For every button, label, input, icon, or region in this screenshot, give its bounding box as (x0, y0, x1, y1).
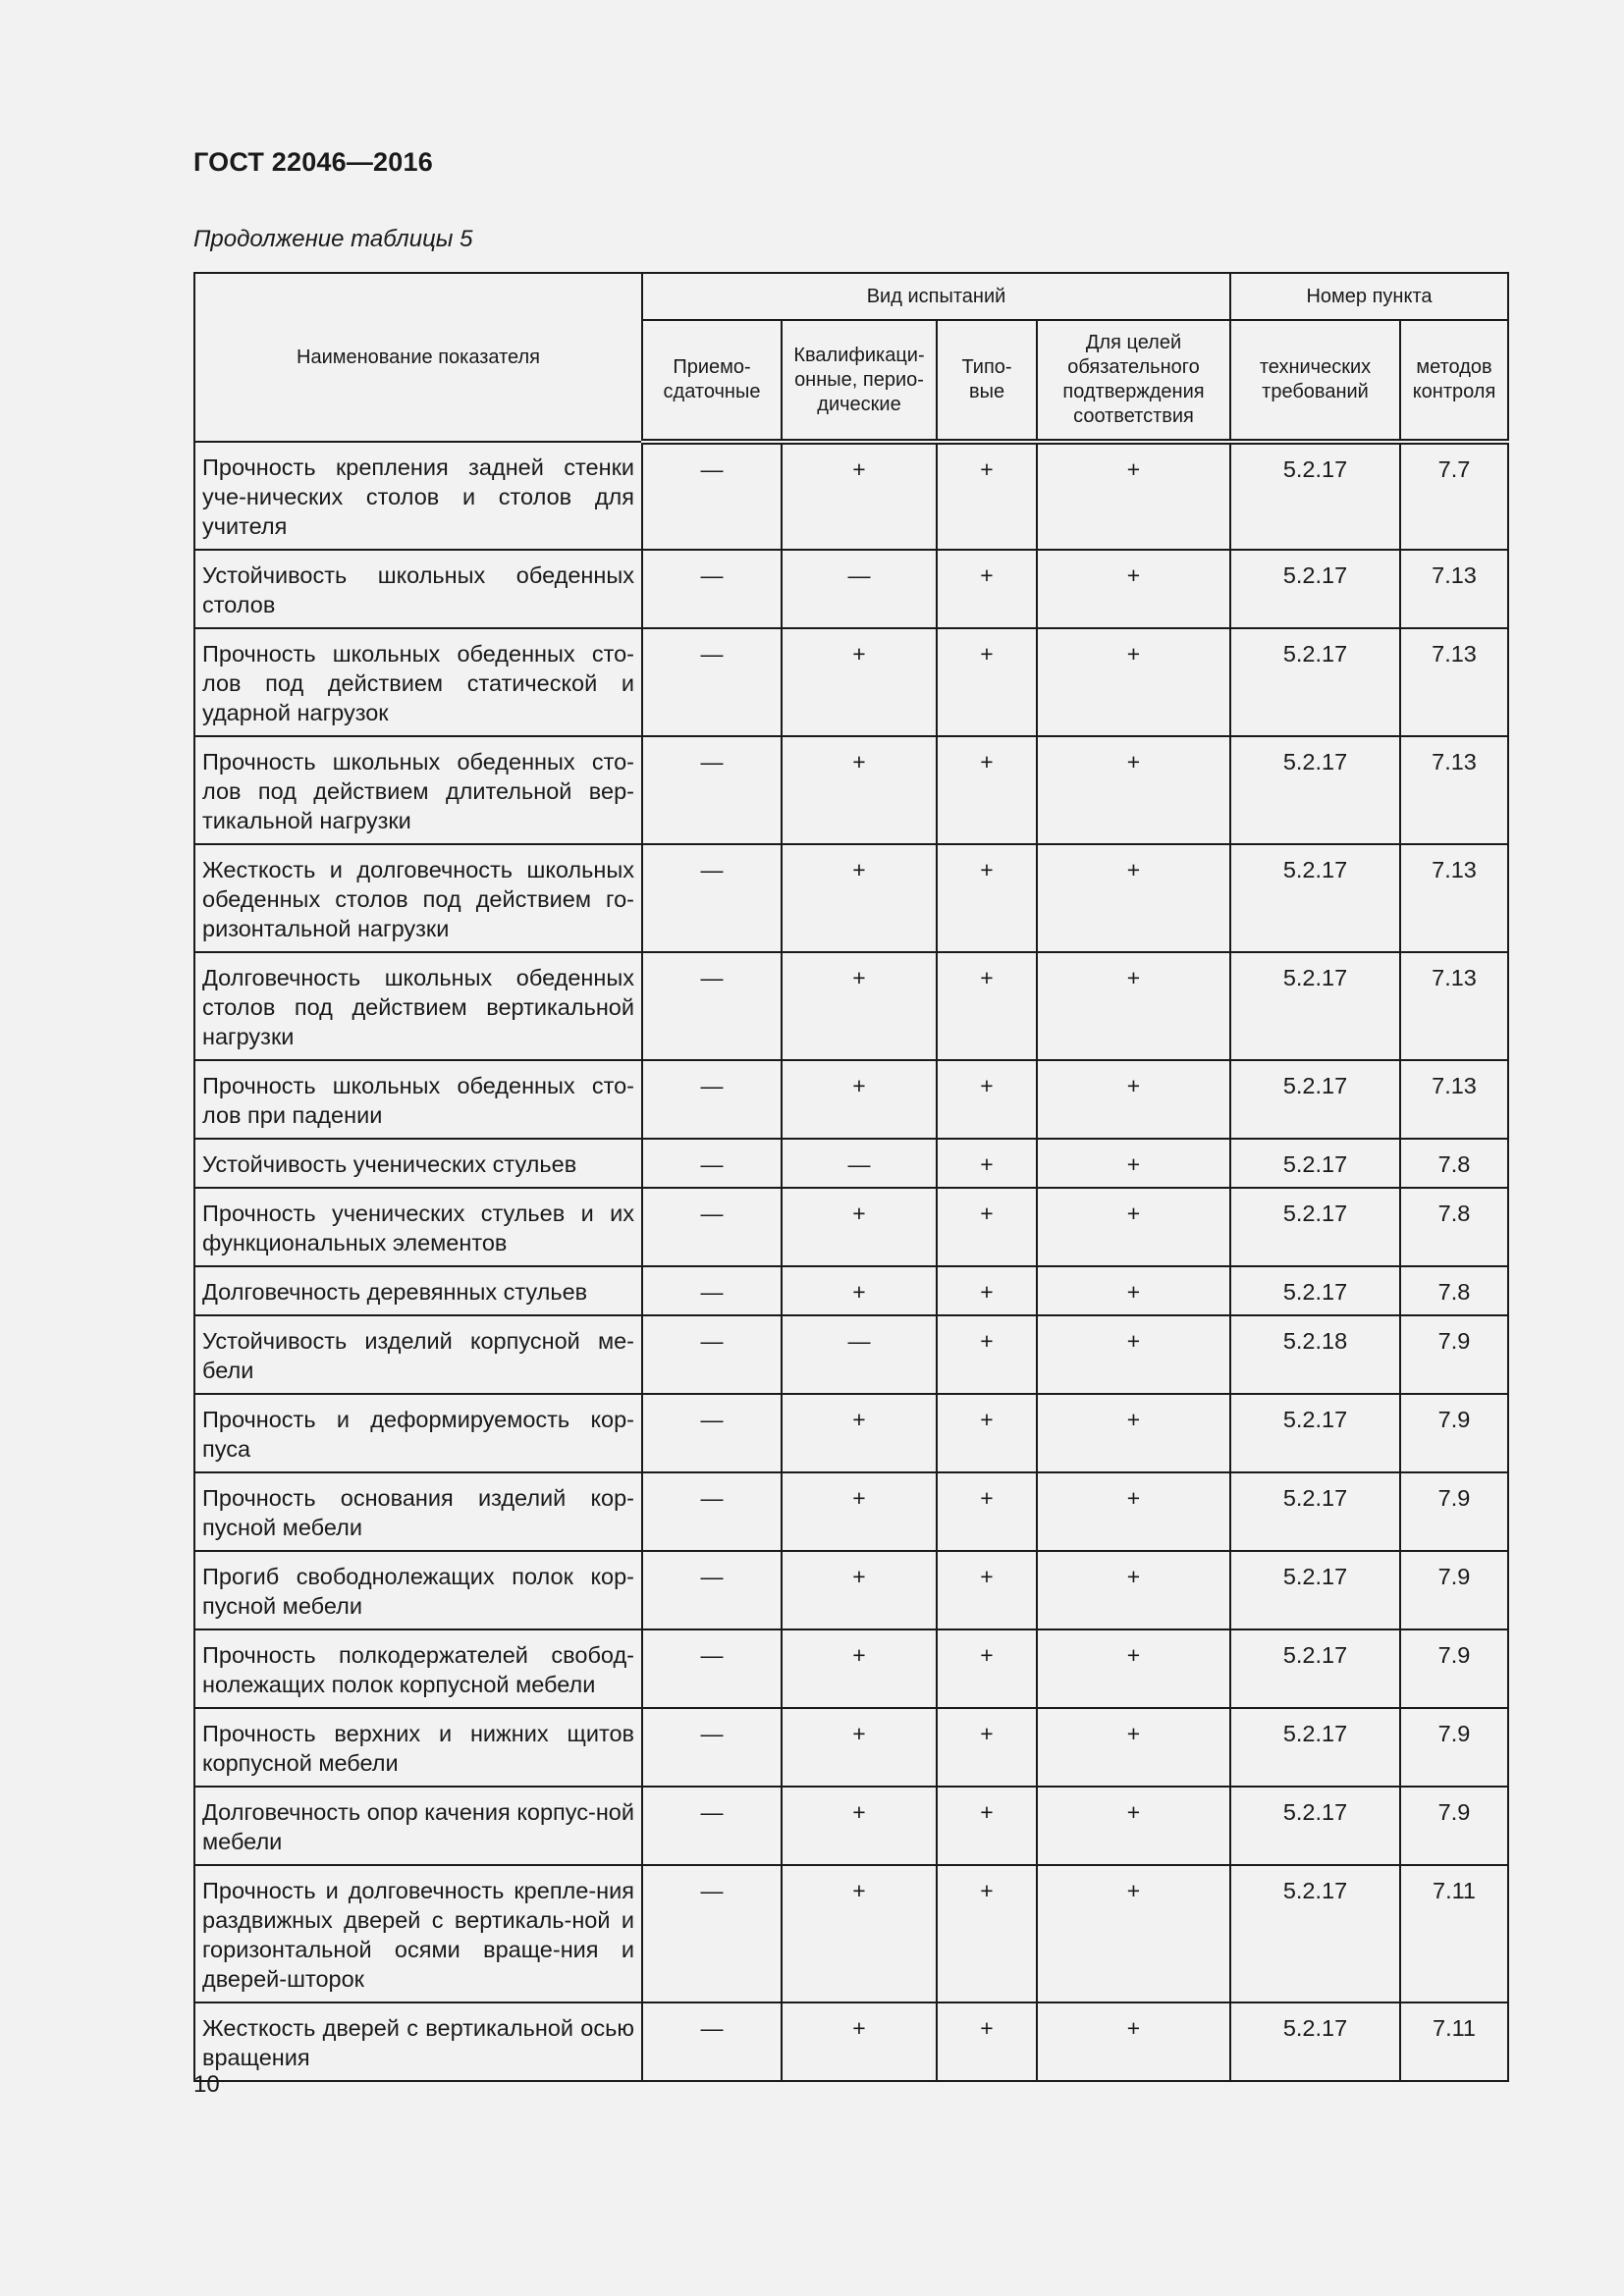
table-row (194, 1394, 1508, 1472)
acceptance-cell: — (642, 550, 782, 628)
qualification-cell: + (782, 952, 937, 1060)
table-row (194, 1629, 1508, 1708)
conformity-cell: + (1037, 736, 1230, 844)
indicator-name-cell: Прочность крепления задней стенки уче-нических столов и столов для учителя (194, 442, 642, 550)
tech-requirements-cell: 5.2.17 (1230, 1787, 1400, 1865)
type-test-cell: + (937, 952, 1037, 1060)
conformity-cell: + (1037, 1315, 1230, 1394)
conformity-cell: + (1037, 1394, 1230, 1472)
header-conformity: Для целей обязательного подтверждения соответствия (1037, 320, 1230, 442)
conformity-cell: + (1037, 1188, 1230, 1266)
type-test-cell: + (937, 1139, 1037, 1188)
qualification-cell: + (782, 442, 937, 550)
table-row (194, 550, 1508, 628)
header-acceptance: Приемо- сдаточные (642, 320, 782, 442)
tech-requirements-cell: 5.2.17 (1230, 1266, 1400, 1315)
test-method-cell: 7.8 (1400, 1139, 1508, 1188)
conformity-cell: + (1037, 442, 1230, 550)
indicator-name-cell: Долговечность опор качения корпус-ной мебели (194, 1787, 642, 1865)
qualification-cell: + (782, 1266, 937, 1315)
tech-requirements-cell: 5.2.17 (1230, 628, 1400, 736)
type-test-cell: + (937, 2002, 1037, 2081)
type-test-cell: + (937, 1551, 1037, 1629)
tech-requirements-cell: 5.2.17 (1230, 1188, 1400, 1266)
table-row (194, 1551, 1508, 1629)
indicator-name-cell: Прочность полкодержателей свобод-нолежащих полок корпусной мебели (194, 1629, 642, 1708)
conformity-cell: + (1037, 1865, 1230, 2002)
tech-requirements-cell: 5.2.17 (1230, 1629, 1400, 1708)
test-method-cell: 7.13 (1400, 844, 1508, 952)
test-method-cell: 7.13 (1400, 952, 1508, 1060)
qualification-cell: + (782, 1394, 937, 1472)
qualification-cell: + (782, 844, 937, 952)
conformity-cell: + (1037, 1787, 1230, 1865)
acceptance-cell: — (642, 1472, 782, 1551)
tech-requirements-cell: 5.2.17 (1230, 442, 1400, 550)
test-method-cell: 7.13 (1400, 736, 1508, 844)
conformity-cell: + (1037, 1472, 1230, 1551)
type-test-cell: + (937, 1865, 1037, 2002)
test-method-cell: 7.9 (1400, 1394, 1508, 1472)
tech-requirements-cell: 5.2.17 (1230, 1551, 1400, 1629)
type-test-cell: + (937, 1472, 1037, 1551)
indicator-name-cell: Жесткость дверей с вертикальной осью вращения (194, 2002, 642, 2081)
test-method-cell: 7.9 (1400, 1787, 1508, 1865)
table-row (194, 628, 1508, 736)
indicator-name-cell: Прочность и долговечность крепле-ния раздвижных дверей с вертикаль-ной и горизонтальной осями враще-ния и дверей-шторок (194, 1865, 642, 2002)
table-row (194, 442, 1508, 550)
test-method-cell: 7.13 (1400, 1060, 1508, 1139)
table-row (194, 2002, 1508, 2081)
qualification-cell: + (782, 1188, 937, 1266)
test-method-cell: 7.13 (1400, 550, 1508, 628)
indicator-name-cell: Долговечность школьных обеденных столов под действием вертикальной нагрузки (194, 952, 642, 1060)
document-code: ГОСТ 22046—2016 (193, 147, 433, 177)
qualification-cell: + (782, 736, 937, 844)
conformity-cell: + (1037, 952, 1230, 1060)
tech-requirements-cell: 5.2.17 (1230, 1708, 1400, 1787)
acceptance-cell: — (642, 442, 782, 550)
header-qualification: Квалификаци- онные, перио- дические (782, 320, 937, 442)
acceptance-cell: — (642, 1188, 782, 1266)
qualification-cell: + (782, 1629, 937, 1708)
tech-requirements-cell: 5.2.18 (1230, 1315, 1400, 1394)
header-tech-requirements: технических требований (1230, 320, 1400, 442)
table-row (194, 1266, 1508, 1315)
type-test-cell: + (937, 1787, 1037, 1865)
qualification-cell: + (782, 1708, 937, 1787)
acceptance-cell: — (642, 2002, 782, 2081)
test-method-cell: 7.8 (1400, 1188, 1508, 1266)
conformity-cell: + (1037, 1060, 1230, 1139)
indicator-name-cell: Прочность и деформируемость кор-пуса (194, 1394, 642, 1472)
test-method-cell: 7.11 (1400, 1865, 1508, 2002)
test-method-cell: 7.13 (1400, 628, 1508, 736)
table-row (194, 1060, 1508, 1139)
conformity-cell: + (1037, 1708, 1230, 1787)
header-test-methods: методов контроля (1400, 320, 1508, 442)
test-method-cell: 7.9 (1400, 1315, 1508, 1394)
acceptance-cell: — (642, 1708, 782, 1787)
test-method-cell: 7.11 (1400, 2002, 1508, 2081)
type-test-cell: + (937, 442, 1037, 550)
acceptance-cell: — (642, 1060, 782, 1139)
indicator-name-cell: Прочность верхних и нижних щитов корпусной мебели (194, 1708, 642, 1787)
qualification-cell: + (782, 1551, 937, 1629)
page-number: 10 (193, 2071, 220, 2098)
indicator-name-cell: Прочность ученических стульев и их функциональных элементов (194, 1188, 642, 1266)
type-test-cell: + (937, 550, 1037, 628)
tech-requirements-cell: 5.2.17 (1230, 550, 1400, 628)
acceptance-cell: — (642, 1551, 782, 1629)
tech-requirements-cell: 5.2.17 (1230, 2002, 1400, 2081)
type-test-cell: + (937, 1266, 1037, 1315)
qualification-cell: + (782, 628, 937, 736)
qualification-cell: — (782, 1315, 937, 1394)
table-row (194, 844, 1508, 952)
type-test-cell: + (937, 1060, 1037, 1139)
qualification-cell: — (782, 1139, 937, 1188)
acceptance-cell: — (642, 628, 782, 736)
indicator-name-cell: Жесткость и долговечность школьных обеденных столов под действием го-ризонтальной нагрузки (194, 844, 642, 952)
indicator-name-cell: Прогиб свободнолежащих полок кор-пусной мебели (194, 1551, 642, 1629)
qualification-cell: + (782, 2002, 937, 2081)
type-test-cell: + (937, 736, 1037, 844)
acceptance-cell: — (642, 736, 782, 844)
tech-requirements-cell: 5.2.17 (1230, 736, 1400, 844)
type-test-cell: + (937, 1188, 1037, 1266)
acceptance-cell: — (642, 1266, 782, 1315)
acceptance-cell: — (642, 1139, 782, 1188)
tech-requirements-cell: 5.2.17 (1230, 1865, 1400, 2002)
conformity-cell: + (1037, 550, 1230, 628)
tech-requirements-cell: 5.2.17 (1230, 1394, 1400, 1472)
test-method-cell: 7.9 (1400, 1708, 1508, 1787)
tech-requirements-cell: 5.2.17 (1230, 1472, 1400, 1551)
tech-requirements-cell: 5.2.17 (1230, 952, 1400, 1060)
table-row (194, 1865, 1508, 2002)
acceptance-cell: — (642, 952, 782, 1060)
conformity-cell: + (1037, 628, 1230, 736)
test-method-cell: 7.7 (1400, 442, 1508, 550)
test-method-cell: 7.9 (1400, 1629, 1508, 1708)
header-type: Типо- вые (937, 320, 1037, 442)
qualification-cell: + (782, 1787, 937, 1865)
acceptance-cell: — (642, 1865, 782, 2002)
conformity-cell: + (1037, 1551, 1230, 1629)
test-method-cell: 7.9 (1400, 1551, 1508, 1629)
type-test-cell: + (937, 1394, 1037, 1472)
table-row (194, 1139, 1508, 1188)
type-test-cell: + (937, 1629, 1037, 1708)
qualification-cell: + (782, 1865, 937, 2002)
acceptance-cell: — (642, 1394, 782, 1472)
tech-requirements-cell: 5.2.17 (1230, 1139, 1400, 1188)
conformity-cell: + (1037, 1629, 1230, 1708)
table-row (194, 1472, 1508, 1551)
conformity-cell: + (1037, 2002, 1230, 2081)
table-row (194, 952, 1508, 1060)
table-row (194, 1188, 1508, 1266)
header-indicator-name: Наименование показателя (194, 273, 642, 442)
table-row (194, 1787, 1508, 1865)
indicator-name-cell: Устойчивость школьных обеденных столов (194, 550, 642, 628)
indicator-name-cell: Прочность школьных обеденных сто-лов под действием длительной вер-тикальной нагрузки (194, 736, 642, 844)
header-test-types: Вид испытаний (642, 273, 1230, 320)
table-body (194, 442, 1508, 2081)
indicator-name-cell: Прочность школьных обеденных сто-лов при падении (194, 1060, 642, 1139)
acceptance-cell: — (642, 1315, 782, 1394)
type-test-cell: + (937, 628, 1037, 736)
indicator-name-cell: Долговечность деревянных стульев (194, 1266, 642, 1315)
acceptance-cell: — (642, 844, 782, 952)
table-row (194, 736, 1508, 844)
header-clause-number: Номер пункта (1230, 273, 1508, 320)
conformity-cell: + (1037, 1266, 1230, 1315)
test-types-table (193, 272, 1509, 2082)
indicator-name-cell: Устойчивость изделий корпусной ме-бели (194, 1315, 642, 1394)
table-row (194, 1708, 1508, 1787)
table-row (194, 1315, 1508, 1394)
type-test-cell: + (937, 1315, 1037, 1394)
qualification-cell: + (782, 1060, 937, 1139)
conformity-cell: + (1037, 844, 1230, 952)
indicator-name-cell: Прочность основания изделий кор-пусной мебели (194, 1472, 642, 1551)
table-caption: Продолжение таблицы 5 (193, 226, 473, 252)
acceptance-cell: — (642, 1629, 782, 1708)
acceptance-cell: — (642, 1787, 782, 1865)
indicator-name-cell: Устойчивость ученических стульев (194, 1139, 642, 1188)
qualification-cell: — (782, 550, 937, 628)
indicator-name-cell: Прочность школьных обеденных сто-лов под действием статической и ударной нагрузок (194, 628, 642, 736)
qualification-cell: + (782, 1472, 937, 1551)
test-method-cell: 7.8 (1400, 1266, 1508, 1315)
tech-requirements-cell: 5.2.17 (1230, 844, 1400, 952)
type-test-cell: + (937, 844, 1037, 952)
test-method-cell: 7.9 (1400, 1472, 1508, 1551)
tech-requirements-cell: 5.2.17 (1230, 1060, 1400, 1139)
type-test-cell: + (937, 1708, 1037, 1787)
conformity-cell: + (1037, 1139, 1230, 1188)
